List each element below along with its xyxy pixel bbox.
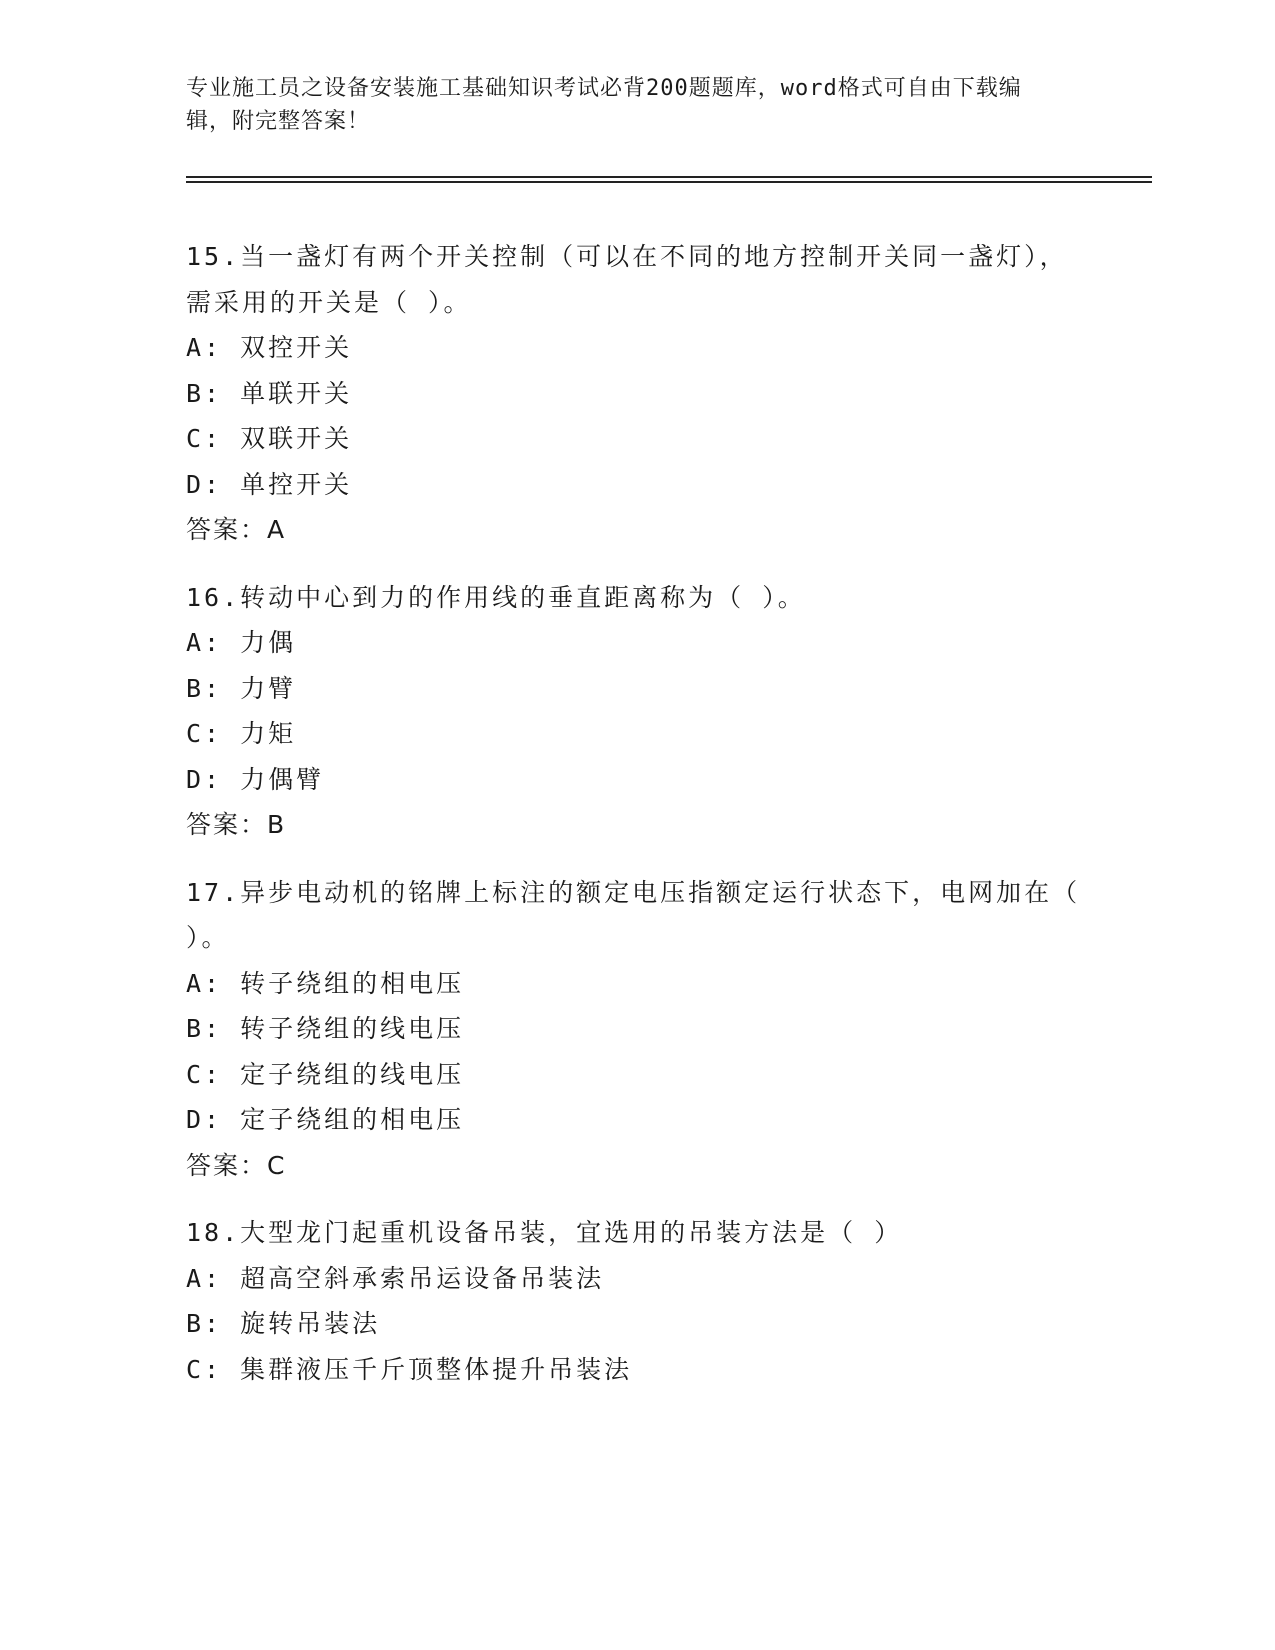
- question-stem: 15.当一盏灯有两个开关控制（可以在不同的地方控制开关同一盏灯），需采用的开关是（ ）。: [186, 242, 1068, 317]
- option-d: D: 定子绕组的相电压: [186, 1105, 465, 1134]
- option-a: A: 双控开关: [186, 333, 353, 362]
- question-15: [186, 234, 1086, 553]
- option-a: A: 超高空斜承索吊运设备吊装法: [186, 1263, 605, 1293]
- question-stem: 16.转动中心到力的作用线的垂直距离称为（ ）。: [186, 582, 806, 612]
- question-18: [186, 1210, 1086, 1392]
- option-b: B: 转子绕组的线电压: [186, 1014, 465, 1043]
- option-d: D: 单控开关: [186, 469, 353, 499]
- option-b: B: 旋转吊装法: [186, 1309, 381, 1338]
- document-header: 专业施工员之设备安装施工基础知识考试必背200题题库，word格式可自由下载编辑，附完整答案！: [186, 76, 1022, 134]
- option-a: A: 力偶: [186, 628, 297, 657]
- question-17: [186, 870, 1086, 1189]
- question-stem: 17.异步电动机的铭牌上标注的额定电压指额定运行状态下，电网加在（ ）。: [186, 877, 1081, 952]
- option-c: C: 定子绕组的线电压: [186, 1059, 465, 1089]
- header-divider-bottom: [186, 181, 1152, 183]
- answer-line: 答案：C: [186, 1150, 287, 1180]
- answer-line: 答案：B: [186, 810, 287, 839]
- question-stem: 18.大型龙门起重机设备吊装，宜选用的吊装方法是（ ）: [186, 1218, 903, 1247]
- option-b: B: 力臂: [186, 673, 297, 703]
- option-c: C: 双联开关: [186, 424, 353, 453]
- option-c: C: 集群液压千斤顶整体提升吊装法: [186, 1354, 633, 1384]
- option-d: D: 力偶臂: [186, 764, 325, 794]
- answer-line: 答案：A: [186, 515, 287, 544]
- option-c: C: 力矩: [186, 719, 297, 748]
- header-divider-top: [186, 176, 1152, 178]
- option-b: B: 单联开关: [186, 378, 353, 408]
- question-16: [186, 575, 1086, 848]
- option-a: A: 转子绕组的相电压: [186, 968, 465, 998]
- question-list: [186, 234, 1086, 1414]
